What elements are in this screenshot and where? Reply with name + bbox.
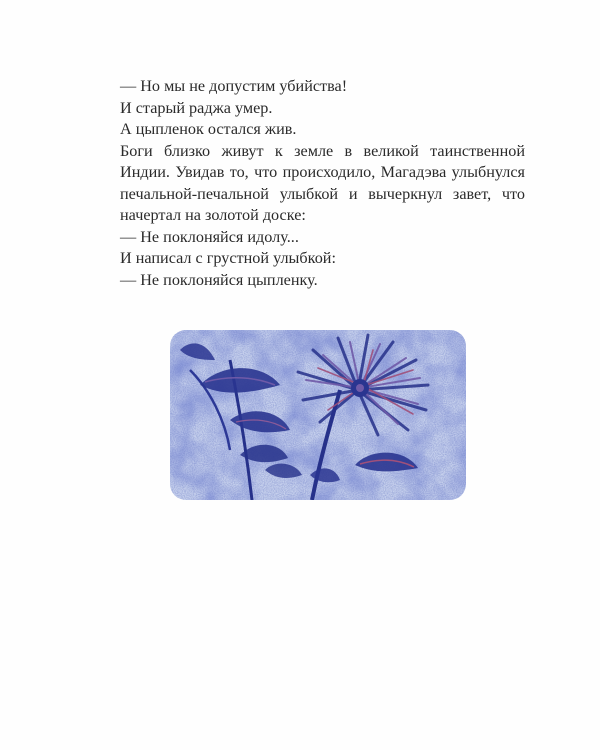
paragraph-5: — Не поклоняйся идолу... — [120, 227, 299, 246]
paragraph-2: И старый раджа умер. — [120, 98, 273, 117]
paragraph-6: И написал с грустной улыбкой: — [120, 249, 336, 267]
paragraph-3: А цыпленок остался жив. — [120, 120, 297, 138]
paragraph-4: Боги близко живут к земле в великой таинственной Индии. Увидав то, что происходило, Магадэва улыбнулся печальной-печальной улыбкой и вычеркнул завет, что начертал на золотой доске: — [120, 141, 525, 224]
paragraph-1: — Но мы не допустим убийства! — [120, 77, 348, 95]
paragraph-7: — Не поклоняйся цыпленку. — [120, 270, 318, 289]
chrysanthemum-illustration-icon — [170, 330, 466, 500]
story-text — [120, 76, 525, 291]
